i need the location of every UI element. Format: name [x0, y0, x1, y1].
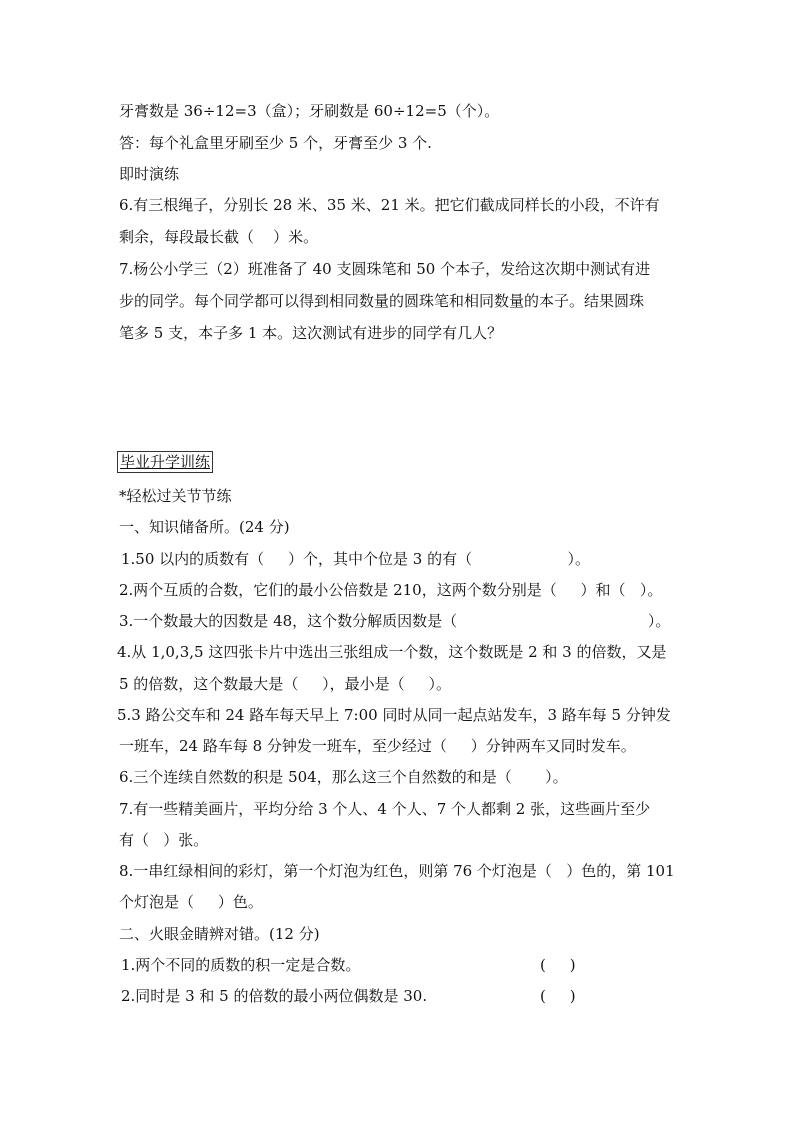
- problem-4-line-1: 4.从 1,0,3,5 这四张卡片中选出三张组成一个数，这个数既是 2 和 3 的倍数，又是: [117, 643, 667, 661]
- true-false-2-mark: ( ): [540, 987, 576, 1005]
- problem-6: 6.三个连续自然数的积是 504，那么这三个自然数的和是（ ）。: [119, 768, 568, 786]
- question-7-line-1: 7.杨公小学三（2）班准备了 40 支圆珠笔和 50 个本子，发给这次期中测试有进: [119, 260, 651, 278]
- part-1-title: 一、知识储备所。(24 分): [119, 518, 290, 536]
- question-7-line-3: 笔多 5 支，本子多 1 本。这次测试有进步的同学有几人？: [119, 324, 503, 342]
- section-heading: 毕业升学训练: [117, 451, 213, 473]
- problem-7-line-2: 有（ ）张。: [119, 831, 209, 849]
- problem-5-line-1: 5.3 路公交车和 24 路车每天早上 7:00 同时从同一起点站发车，3 路车每 5 分钟发: [117, 706, 671, 724]
- problem-5-line-2: 一班车，24 路车每 8 分钟发一班车，至少经过（ ）分钟两车又同时发车。: [119, 737, 636, 755]
- question-6-line-2: 剩余，每段最长截（ ）米。: [119, 228, 319, 246]
- true-false-1-mark: ( ): [540, 956, 576, 974]
- line-toothpaste-calc: 牙膏数是 36÷12=3（盒）；牙刷数是 60÷12=5（个）。: [119, 102, 500, 120]
- problem-4-line-2: 5 的倍数，这个数最大是（ ），最小是（ ）。: [119, 675, 451, 693]
- practice-heading: 即时演练: [119, 165, 180, 183]
- part-2-title: 二、火眼金睛辨对错。(12 分): [119, 925, 320, 943]
- problem-3: 3.一个数最大的因数是 48，这个数分解质因数是（ ）。: [119, 612, 671, 630]
- line-answer: 答：每个礼盒里牙刷至少 5 个，牙膏至少 3 个.: [119, 134, 432, 152]
- true-false-1: 1.两个不同的质数的积一定是合数。: [121, 956, 361, 974]
- problem-8-line-2: 个灯泡是（ ）色。: [119, 893, 263, 911]
- question-6-line-1: 6.有三根绳子，分别长 28 米、35 米、21 米。把它们截成同样长的小段，不许有: [119, 196, 660, 214]
- problem-7-line-1: 7.有一些精美画片，平均分给 3 个人、4 个人、7 个人都剩 2 张，这些画片至少: [119, 800, 651, 818]
- true-false-2: 2.同时是 3 和 5 的倍数的最小两位偶数是 30.: [121, 987, 428, 1005]
- question-7-line-2: 步的同学。每个同学都可以得到相同数量的圆珠笔和相同数量的本子。结果圆珠: [119, 292, 645, 310]
- problem-2: 2.两个互质的合数，它们的最小公倍数是 210，这两个数分别是（ ）和（ ）。: [119, 581, 663, 599]
- problem-1: 1.50 以内的质数有（ ）个，其中个位是 3 的有（ ）。: [121, 550, 590, 568]
- section-subtitle: *轻松过关节节练: [119, 487, 232, 505]
- problem-8-line-1: 8.一串红绿相间的彩灯，第一个灯泡为红色，则第 76 个灯泡是（ ）色的，第 101: [119, 862, 675, 880]
